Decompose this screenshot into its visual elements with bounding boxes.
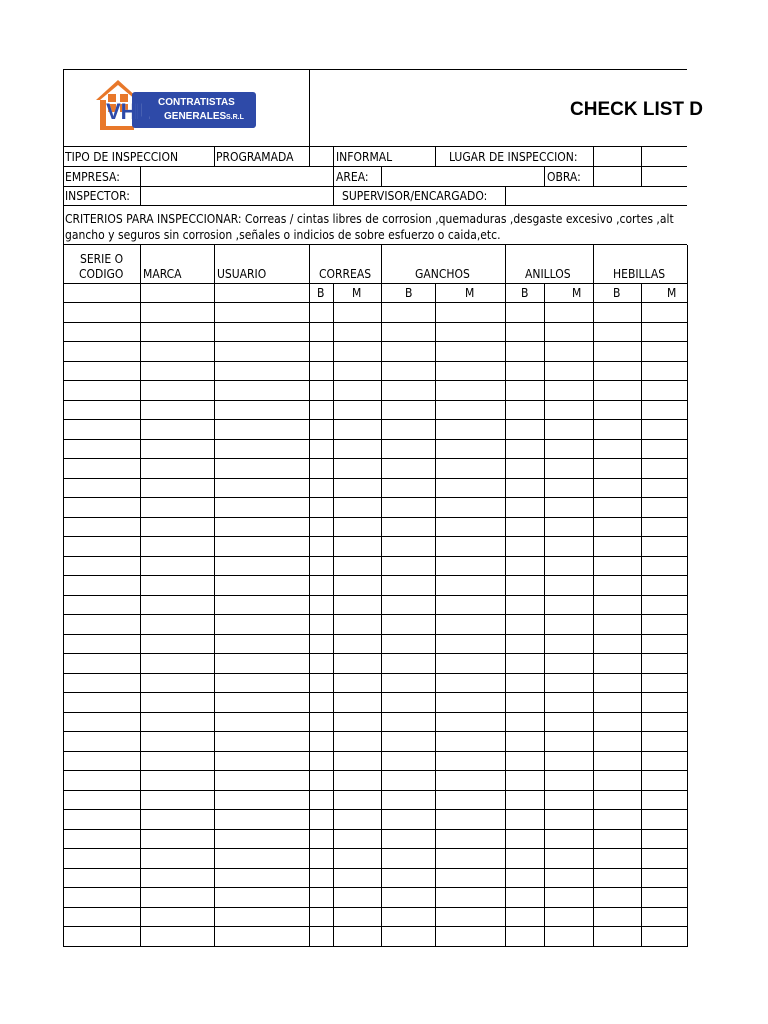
logo-line2: GENERALES xyxy=(164,111,227,122)
sub-ganchos-m: M xyxy=(465,286,475,300)
col-usuario: USUARIO xyxy=(217,267,267,281)
col-hebillas: HEBILLAS xyxy=(613,267,666,281)
table-col-divider xyxy=(381,245,382,947)
table-col-divider xyxy=(309,245,310,947)
logo-suffix: S.R.L xyxy=(226,114,244,121)
inspector-label: INSPECTOR: xyxy=(65,189,130,203)
col-serie-line1: SERIE O xyxy=(80,252,124,266)
sub-hebillas-b: B xyxy=(613,286,621,300)
sub-ganchos-b: B xyxy=(405,286,413,300)
col-anillos: ANILLOS xyxy=(525,267,571,281)
table-col-divider xyxy=(505,245,506,947)
sub-correas-b: B xyxy=(317,286,325,300)
table-col-divider xyxy=(214,245,215,947)
logo-line1: CONTRATISTAS xyxy=(158,97,235,108)
sub-hebillas-m: M xyxy=(667,286,677,300)
table-subcol-divider xyxy=(544,283,545,947)
criteria-line-2: gancho y seguros sin corrosion ,señales o indicios de sobre esfuerzo o caida,etc. xyxy=(65,228,501,242)
sub-anillos-m: M xyxy=(572,286,582,300)
table-col-divider xyxy=(63,245,64,947)
programada-label: PROGRAMADA xyxy=(216,150,294,164)
criteria-line-1: CRITERIOS PARA INSPECCIONAR: Correas / cintas libres de corrosion ,quemaduras ,desgaste excesivo ,cortes ,alt xyxy=(65,212,674,226)
area-label: AREA: xyxy=(336,170,369,184)
supervisor-label: SUPERVISOR/ENCARGADO: xyxy=(342,189,488,203)
col-correas: CORREAS xyxy=(319,267,372,281)
obra-label: OBRA: xyxy=(547,170,581,184)
empresa-label: EMPRESA: xyxy=(65,170,120,184)
col-ganchos: GANCHOS xyxy=(415,267,470,281)
table-right-edge xyxy=(687,245,688,947)
col-marca: MARCA xyxy=(143,267,182,281)
table-subcol-divider xyxy=(333,283,334,947)
informal-label: INFORMAL xyxy=(336,150,393,164)
table-subcol-divider xyxy=(435,283,436,947)
lugar-inspeccion-label: LUGAR DE INSPECCION: xyxy=(449,150,578,164)
table-col-divider xyxy=(593,245,594,947)
table-col-divider xyxy=(140,245,141,947)
col-serie-line2: CODIGO xyxy=(79,267,124,281)
tipo-inspeccion-label: TIPO DE INSPECCION xyxy=(65,150,179,164)
sub-correas-m: M xyxy=(352,286,362,300)
table-subcol-divider xyxy=(641,283,642,947)
page-title: CHECK LIST D xyxy=(570,99,703,120)
sub-anillos-b: B xyxy=(521,286,529,300)
logo-mark: VHL xyxy=(106,99,150,124)
